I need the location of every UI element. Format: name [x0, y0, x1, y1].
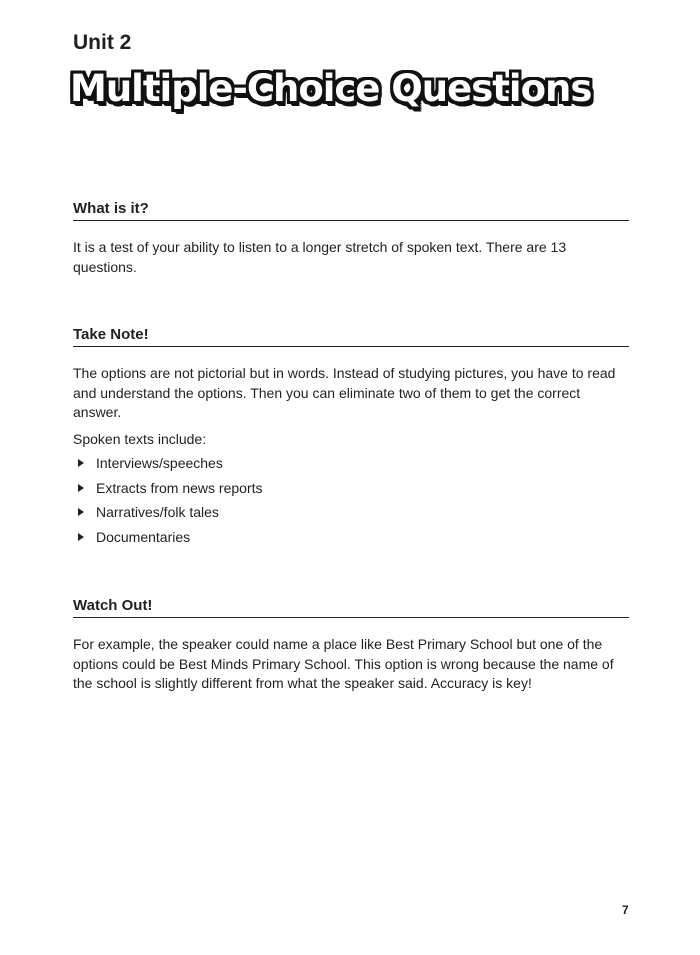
watch-out-paragraph: For example, the speaker could name a place like Best Primary School but one of the options could be Best Minds Primary School. This option is wrong because the name of the school is slightly different from what the speaker said. Accuracy is key! — [73, 636, 614, 691]
page-title: Multiple-Choice Questions — [70, 67, 592, 110]
section-what-is-it — [73, 199, 629, 277]
take-note-paragraph: The options are not pictorial but in words. Instead of studying pictures, you have to read and understand the options. Then you can eliminate two of them to get the correct answer. — [73, 365, 616, 420]
list-intro: Spoken texts include: — [73, 430, 207, 447]
unit-label: Unit 2 — [73, 31, 132, 54]
list-item — [73, 528, 629, 548]
triangle-bullet-icon — [78, 459, 84, 467]
list-item — [73, 479, 629, 499]
section-heading-take-note: Take Note! — [73, 325, 629, 347]
section-take-note — [73, 325, 629, 552]
triangle-bullet-icon — [78, 533, 84, 541]
triangle-bullet-icon — [78, 484, 84, 492]
section-watch-out — [73, 596, 629, 694]
what-is-it-paragraph: It is a test of your ability to listen to a longer stretch of spoken text. There are 13 questions. — [73, 239, 567, 275]
list-item — [73, 454, 629, 474]
list-item-text: Narratives/folk tales — [96, 504, 219, 520]
section-heading-watch-out: Watch Out! — [73, 596, 629, 618]
triangle-bullet-icon — [78, 508, 84, 516]
page-number: 7 — [622, 903, 629, 917]
list-item-text: Interviews/speeches — [96, 455, 223, 471]
list-item-text: Extracts from news reports — [96, 479, 263, 496]
list-item — [73, 503, 629, 523]
list-item-text: Documentaries — [96, 528, 191, 545]
spoken-texts-list — [73, 454, 629, 547]
section-heading-what-is-it: What is it? — [73, 199, 629, 221]
